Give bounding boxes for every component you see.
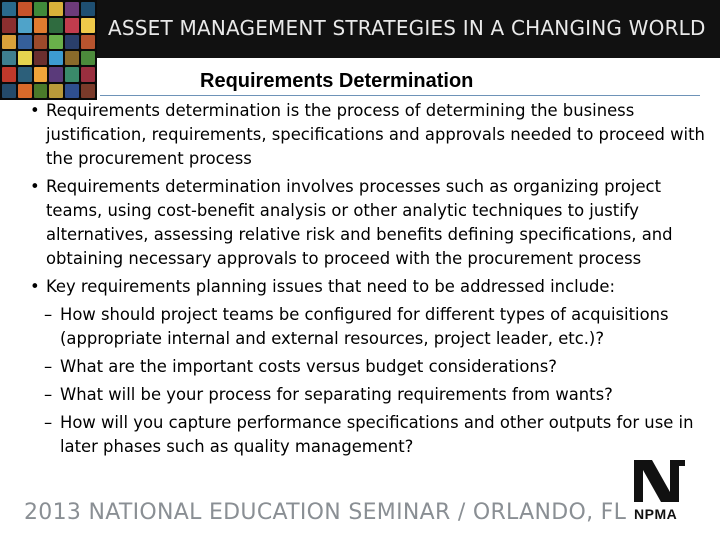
header-title: ASSET MANAGEMENT STRATEGIES IN A CHANGING WORLD (108, 16, 706, 40)
sub-bullet-item (30, 383, 705, 407)
bullet-item (30, 275, 705, 299)
bullet-marker: • (30, 177, 40, 196)
bullet-text: Requirements determination involves processes such as organizing project teams, using cost-benefit analysis or other analytic techniques to justify alternatives, assessing relative risk and benefits defining specifications, and obtaining necessary approvals to proceed with the procurement process (46, 177, 673, 268)
slide-title: Requirements Determination (200, 70, 474, 92)
bullet-text: Requirements determination is the process of determining the business justification, requirements, specifications and approvals needed to proceed with the procurement process (46, 101, 705, 168)
sub-bullet-marker: – (44, 385, 53, 404)
sub-bullet-text: What are the important costs versus budget considerations? (60, 357, 557, 376)
header-photo-mosaic (0, 0, 97, 100)
npma-logo-icon (630, 456, 688, 504)
sub-bullet-marker: – (44, 413, 53, 432)
bullet-item (30, 99, 705, 171)
sub-bullet-text: How will you capture performance specifications and other outputs for use in later phases such as quality management? (60, 413, 694, 456)
sub-bullet-text: How should project teams be configured for different types of acquisitions (appropriate internal and external resources, project leader, etc.)? (60, 305, 669, 348)
sub-bullet-text: What will be your process for separating requirements from wants? (60, 385, 613, 404)
sub-bullet-marker: – (44, 357, 53, 376)
sub-bullet-item (30, 411, 705, 459)
sub-bullet-marker: – (44, 305, 53, 324)
bullet-marker: • (30, 101, 40, 120)
bullet-marker: • (30, 277, 40, 296)
npma-logo-text: NPMA (634, 506, 678, 522)
bullet-text: Key requirements planning issues that need to be addressed include: (46, 277, 616, 296)
slide-content (30, 96, 705, 459)
sub-bullet-item (30, 303, 705, 351)
sub-bullet-item (30, 355, 705, 379)
footer-seminar-text: 2013 NATIONAL EDUCATION SEMINAR / ORLANDO, FL (24, 500, 627, 525)
bullet-item (30, 175, 705, 271)
